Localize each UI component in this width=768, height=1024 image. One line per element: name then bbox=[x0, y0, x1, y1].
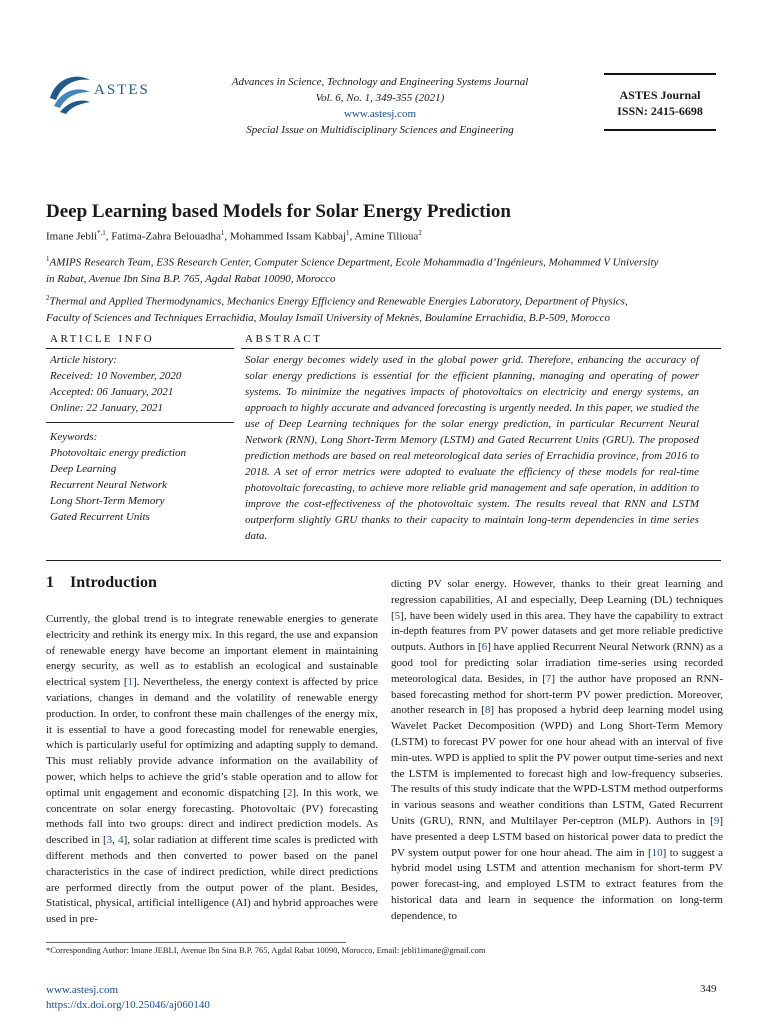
issn-number: ISSN: 2415-6698 bbox=[617, 104, 703, 118]
author-sup: 2 bbox=[418, 229, 422, 237]
body-text: ] have presented a deep LSTM based on historical power data to predict the PV system output power for one hour ahead. The aim in [ bbox=[391, 814, 723, 859]
journal-header bbox=[160, 74, 600, 138]
footer-doi-link[interactable]: https://dx.doi.org/10.25046/aj060140 bbox=[46, 999, 210, 1011]
corresponding-author-footnote: *Corresponding Author: Imane JEBLI, Avenue Ibn Sina B.P. 765, Agdal Rabat 10090, Morocco, Email: jebli1imane@gmail.com bbox=[46, 945, 486, 955]
article-info-heading: ARTICLE INFO bbox=[50, 333, 155, 345]
body-text: ] to suggest a hybrid model using LSTM and attention mechanism for short-term PV power forecast-ing, and employed LSTM to extract features from the historical data and learn in sequence the information on long-term dependence, to bbox=[391, 846, 723, 922]
journal-name: Advances in Science, Technology and Engineering Systems Journal bbox=[231, 76, 529, 88]
citation-link[interactable]: 4 bbox=[118, 834, 124, 847]
author-name: Fatima-Zahra Belouadha bbox=[111, 230, 221, 243]
history-received: Received: 10 November, 2020 bbox=[50, 370, 182, 382]
logo-text: ASTES bbox=[94, 82, 150, 98]
affiliation-sup: 1 bbox=[46, 255, 50, 263]
citation-link[interactable]: 7 bbox=[545, 672, 552, 685]
citation-link[interactable]: 3 bbox=[106, 834, 113, 847]
section-title: Introduction bbox=[70, 574, 157, 591]
issn-journal: ASTES Journal bbox=[619, 88, 701, 102]
section-number: 1 bbox=[46, 574, 54, 591]
footer-site-link[interactable]: www.astesj.com bbox=[46, 984, 118, 996]
journal-volume: Vol. 6, No. 1, 349-355 (2021) bbox=[315, 92, 445, 104]
keyword-item: Long Short-Term Memory bbox=[50, 495, 165, 507]
history-accepted: Accepted: 06 January, 2021 bbox=[50, 386, 174, 398]
author-sup: 1 bbox=[346, 229, 350, 237]
body-text: Currently, the global trend is to integrate renewable energies to generate electricity and rethink its energy mix. In this regard, the use and expansion of renewable energy have become an important element in maintaining energy security, as well as to establish an ecological and sustainable electrical system [ bbox=[46, 613, 378, 689]
keyword-item: Deep Learning bbox=[50, 463, 117, 475]
keyword-item: Gated Recurrent Units bbox=[50, 511, 150, 523]
citation-link[interactable]: 6 bbox=[481, 641, 488, 654]
page-footer bbox=[46, 983, 210, 1013]
body-text: ]. Nevertheless, the energy context is affected by price variations, changes in demand and the volatility of renewable energy production. In order, to confront these main challenges of the energy mix, it is essential to have a good forecasting model for renewable energies, which is particularly useful for optimizing and adapting supply to demand. This must reliably provide advance information on the availability of power, which helps to achieve the grid’s stable operation and to allow for optimal unit engagement and economic dispatching [ bbox=[46, 676, 378, 799]
affiliation-2 bbox=[46, 290, 726, 326]
keywords bbox=[50, 429, 186, 525]
body-text: ] the author have proposed an RNN-based forecasting method for short-term PV power prediction. Moreover, another research in [ bbox=[391, 672, 723, 717]
citation-link[interactable]: 8 bbox=[484, 704, 491, 717]
body-text: ] have applied Recurrent Neural Network (RNN) as a good tool for predicting solar irradiation time-series using recorded meteorological data. Besides, in [ bbox=[391, 641, 723, 685]
affiliation-sup: 2 bbox=[46, 294, 50, 302]
citation-link[interactable]: 5 bbox=[394, 609, 401, 622]
body-text: ], have been widely used in this area. They have the capability to extract in-depth features from PV power datasets and get more reliable predictive outputs. Authors in [ bbox=[391, 609, 723, 654]
author-sup: *,1 bbox=[97, 229, 106, 237]
history-online: Online: 22 January, 2021 bbox=[50, 402, 164, 414]
history-label: Article history: bbox=[50, 354, 117, 366]
body-text: ], solar radiation at different time scales is predicted with different methods and then converted to power based on the panel characteristics in the case of indirect prediction, while direct predictions are performed directly from the output power of the plant. Besides, Statistical, physical, artificial intelligence (AI) and hybrid approaches were used in pre- bbox=[46, 834, 378, 926]
astes-logo bbox=[46, 68, 156, 118]
article-history bbox=[50, 352, 181, 416]
info-rule-top bbox=[46, 348, 234, 349]
citation-link[interactable]: 10 bbox=[651, 846, 663, 859]
astes-logo-icon bbox=[46, 68, 94, 118]
info-rule-mid bbox=[46, 422, 234, 423]
affiliation-1 bbox=[46, 251, 726, 287]
affiliation-line: in Rabat, Avenue Ibn Sina B.P. 765, Agdal Rabat 10090, Morocco bbox=[46, 272, 336, 285]
citation-link[interactable]: 2 bbox=[286, 786, 293, 799]
author-name: Imane Jebli bbox=[46, 230, 98, 243]
keyword-item: Recurrent Neural Network bbox=[50, 479, 167, 491]
keywords-label: Keywords: bbox=[50, 431, 98, 443]
page-number: 349 bbox=[700, 983, 717, 995]
citation-link[interactable]: 1 bbox=[127, 676, 133, 689]
body-text: ] has proposed a hybrid deep learning model using Wavelet Packet Decomposition (WPD) and Long Short-Term Memory (LSTM) to forecast PV power for one hour ahead with an interval of five min-utes. WPD is applied to split the PV power output time-series and next the LSTM is implemented to forecast high and low-frequency subseries. The results of this study indicate that the WPD-LSTM method outperforms in various seasons and weather conditions than LSTM, Gated Recurrent Units (GRU), RNN, and Multilayer Per-ceptron (MLP). Authors in [ bbox=[391, 704, 724, 827]
author-name: Mohammed Issam Kabbaj bbox=[229, 230, 347, 243]
intro-right-column bbox=[391, 577, 723, 925]
special-issue: Special Issue on Multidisciplinary Sciences and Engineering bbox=[246, 124, 514, 136]
body-text: , bbox=[112, 834, 119, 847]
keyword-item: Photovoltaic energy prediction bbox=[50, 447, 187, 459]
issn-box bbox=[604, 73, 716, 131]
affiliation-line: AMIPS Research Team, E3S Research Center, Computer Science Department, Ecole Mohammadia d’Ingénieurs, Mohammed V University bbox=[49, 256, 659, 269]
section-heading bbox=[46, 574, 157, 592]
citation-link[interactable]: 9 bbox=[713, 814, 720, 827]
abstract-rule-bottom bbox=[46, 560, 721, 561]
author-name: Amine Tilioua bbox=[354, 230, 419, 243]
journal-url-link[interactable]: www.astesj.com bbox=[344, 108, 416, 120]
paper-title: Deep Learning based Models for Solar Energy Prediction bbox=[46, 201, 511, 222]
author-sup: 1 bbox=[220, 229, 225, 237]
abstract-rule-top bbox=[241, 348, 721, 349]
intro-left-column bbox=[46, 612, 378, 928]
affiliation-line: Thermal and Applied Thermodynamics, Mechanics Energy Efficiency and Renewable Energies Laboratory, Department of Physics, bbox=[49, 295, 628, 308]
body-text: ]. In this work, we concentrate on solar energy forecasting. Photovoltaic (PV) forecasting methods fall into two groups: direct and indirect prediction models. As described in [ bbox=[46, 786, 378, 847]
affiliation-line: Faculty of Sciences and Techniques Errachidia, Moulay Ismaïl University of Meknès, Boulamine Errachidia, B.P-509, Morocco bbox=[46, 311, 611, 324]
body-text: dicting PV solar energy. However, thanks to their great learning and regression capabilities, AI and especially, Deep Learning (DL) techniques [ bbox=[391, 578, 723, 622]
abstract-text: Solar energy becomes widely used in the global power grid. Therefore, enhancing the accuracy of solar energy predictions is essential for the efficient planning, managing and operating of power systems. To minimize the negatives impacts of photovoltaics on electricity and energy systems, an approach to highly accurate and advanced forecasting is urgently needed. In this paper, we studied the use of Deep Learning techniques for the solar energy prediction, in particular Recurrent Neural Network (RNN), Long Short-Term Memory (LSTM) and Gated Recurrent Units (GRU). The proposed prediction methods are based on real meteorological data series of Errachidia province, from 2016 to 2018. A set of error metrics were adopted to evaluate the efficiency of these models for real-time photovoltaic forecasting, to achieve more reliable grid management and safe operation, in addition to improve the cost-effectiveness of the photovoltaic system. The results reveal that RNN and LSTM outperform slightly GRU thanks to their capacity to maintain long-term dependencies in time series data. bbox=[245, 354, 699, 542]
author-list: Imane Jebli$^{*,1}$, Fatima-Zahra Belouadha$^1$, Mohammed Issam Kabbaj$^1$, Amine Tilioua$^2$ bbox=[46, 229, 422, 243]
footnote-rule bbox=[46, 942, 346, 943]
abstract-heading: ABSTRACT bbox=[245, 333, 323, 345]
